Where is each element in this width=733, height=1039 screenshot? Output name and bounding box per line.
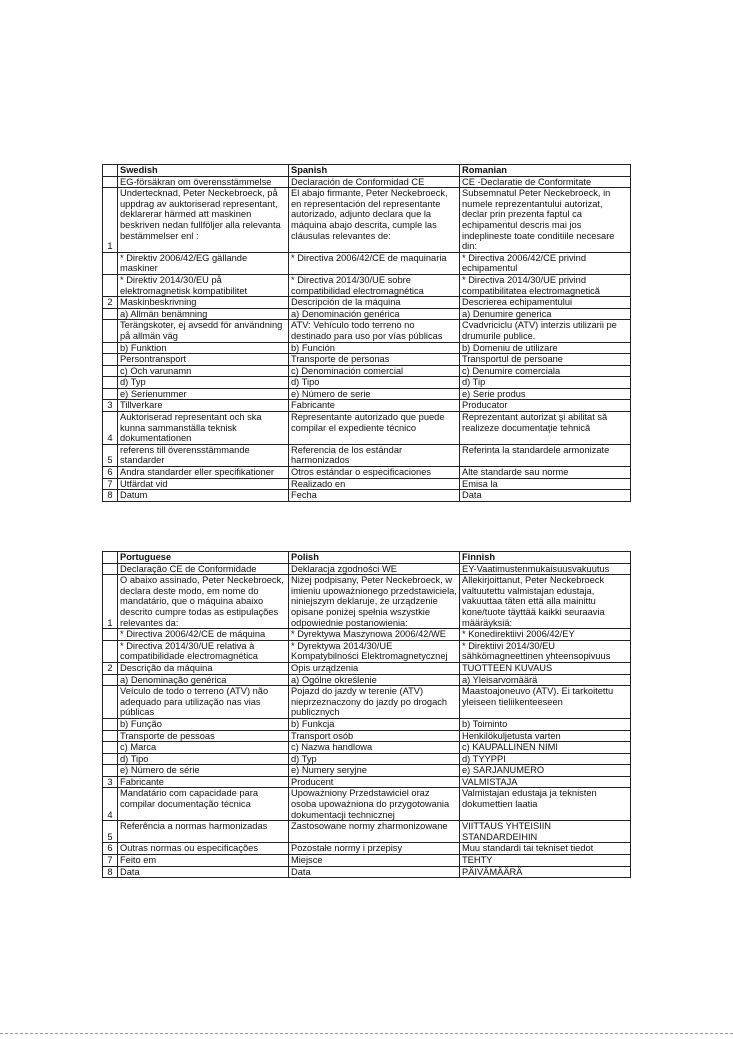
table-cell: Utfärdat vid — [118, 478, 289, 490]
table-cell: * Directiva 2014/30/UE relativa à compatibilidade electromagnética — [118, 640, 289, 662]
table-row — [103, 776, 631, 788]
row-number — [103, 388, 118, 400]
row-number: 8 — [103, 866, 118, 878]
row-number — [103, 563, 118, 575]
table-row — [103, 765, 631, 777]
row-number: 6 — [103, 843, 118, 855]
table-row — [103, 821, 631, 843]
table-cell: Allekirjoittanut, Peter Neckebroeck valtuutettu valmistajan edustaja, vakuuttaa täten että alla mainittu kone/tuote täyttää kaikki seuraavia määräyksiä: — [460, 575, 631, 629]
table-cell: EY-Vaatimustenmukaisuusvakuutus — [460, 563, 631, 575]
table-cell: Alte standarde sau norme — [460, 467, 631, 479]
language-header: Portuguese — [118, 552, 289, 564]
table-cell: e) Serie produs — [460, 388, 631, 400]
table-row — [103, 730, 631, 742]
table-cell: Outras normas ou especificações — [118, 843, 289, 855]
table-cell: Terängskoter, ej avsedd för användning på allmän väg — [118, 320, 289, 342]
row-number — [103, 742, 118, 754]
table-cell: Descrierea echipamentului — [460, 297, 631, 309]
table-cell: b) Funktion — [118, 342, 289, 354]
table-cell: e) Serienummer — [118, 388, 289, 400]
table-body — [103, 176, 631, 501]
table-cell: Fabricante — [289, 400, 460, 412]
language-header: Polish — [289, 552, 460, 564]
table-cell: ATV: Vehículo todo terreno no destinado para uso por vías públicas — [289, 320, 460, 342]
row-number — [103, 176, 118, 188]
table-row — [103, 176, 631, 188]
table-cell: * Direktiv 2006/42/EG gällande maskiner — [118, 252, 289, 274]
table-cell: e) Número de série — [118, 765, 289, 777]
table-cell: EG-försäkran om överensstämmelse — [118, 176, 289, 188]
table-cell: a) Yleisarvomäärä — [460, 674, 631, 686]
declaration-table-2 — [102, 551, 631, 878]
table-cell: Opis urządzenia — [289, 662, 460, 674]
row-number: 5 — [103, 444, 118, 466]
row-number — [103, 718, 118, 730]
table-row — [103, 662, 631, 674]
language-header: Romanian — [460, 165, 631, 177]
table-cell: b) Función — [289, 342, 460, 354]
table-cell: Reprezentant autorizat şi abilitat să realizeze documentaţie tehnică — [460, 412, 631, 445]
row-number — [103, 629, 118, 641]
row-number: 4 — [103, 788, 118, 821]
header-row — [103, 165, 631, 177]
language-header: Swedish — [118, 165, 289, 177]
table-cell: Valmistajan edustaja ja teknisten dokumettien laatia — [460, 788, 631, 821]
table-cell: Descripción de la máquina — [289, 297, 460, 309]
table-cell: b) Função — [118, 718, 289, 730]
header-row — [103, 552, 631, 564]
table-cell: Data — [118, 866, 289, 878]
table-row — [103, 188, 631, 253]
table-cell: Persontransport — [118, 354, 289, 366]
table-row — [103, 478, 631, 490]
table-cell: * Direktiivi 2014/30/EU sähkömagneettinen yhteensopivuus — [460, 640, 631, 662]
table-cell: d) Typ — [118, 377, 289, 389]
table-row — [103, 388, 631, 400]
table-cell: Veículo de todo o terreno (ATV) não adequado para utilização nas vias públicas — [118, 686, 289, 719]
table-cell: Zastosowane normy zharmonizowane — [289, 821, 460, 843]
table-cell: b) Domeniu de utilizare — [460, 342, 631, 354]
table-cell: El abajo firmante, Peter Neckebroeck, en representación del representante autorizado, adjunto declara que la máquina abajo descrita, cumple las cláusulas relevantes de: — [289, 188, 460, 253]
table-cell: * Direktiv 2014/30/EU på elektromagnetisk kompatibilitet — [118, 274, 289, 296]
table-row — [103, 686, 631, 719]
table-cell: Niżej podpisany, Peter Neckebroeck, w imieniu upoważnionego przedstawiciela, niniejszym deklaruje, że urządzenie opisane poniżej spełnia wszystkie odpowiednie postanowienia: — [289, 575, 460, 629]
language-header: Spanish — [289, 165, 460, 177]
table-cell: CE -Declaratie de Conformitate — [460, 176, 631, 188]
row-number: 2 — [103, 662, 118, 674]
row-number — [103, 377, 118, 389]
table-cell: e) Numery seryjne — [289, 765, 460, 777]
table-cell: Data — [289, 866, 460, 878]
table-row — [103, 742, 631, 754]
table-row — [103, 674, 631, 686]
table-cell: a) Ogólne określenie — [289, 674, 460, 686]
table-cell: * Konedirektiivi 2006/42/EY — [460, 629, 631, 641]
table-cell: * Directiva 2006/42/CE de máquina — [118, 629, 289, 641]
table-cell: TUOTTEEN KUVAUS — [460, 662, 631, 674]
table-cell: b) Toiminto — [460, 718, 631, 730]
table-row — [103, 753, 631, 765]
table-row — [103, 467, 631, 479]
table-cell: Transport osób — [289, 730, 460, 742]
table-cell: Referencia de los estándar harmonizados — [289, 444, 460, 466]
row-number: 7 — [103, 478, 118, 490]
table-row — [103, 718, 631, 730]
table-row — [103, 377, 631, 389]
table-cell: c) Nazwa handlowa — [289, 742, 460, 754]
table-cell: Henkilökuljetusta varten — [460, 730, 631, 742]
table-cell: * Directiva 2006/42/CE privind echipamentul — [460, 252, 631, 274]
table-cell: * Dyrektywa Maszynowa 2006/42/WE — [289, 629, 460, 641]
table-row — [103, 490, 631, 502]
header-number-cell — [103, 552, 118, 564]
table-cell: VIITTAUS YHTEISIIN STANDARDEIHIN — [460, 821, 631, 843]
table-cell: Fabricante — [118, 776, 289, 788]
table-row — [103, 866, 631, 878]
table-cell: c) KAUPALLINEN NIMI — [460, 742, 631, 754]
row-number — [103, 753, 118, 765]
table-cell: Fecha — [289, 490, 460, 502]
table-cell: * Directiva 2014/30/UE sobre compatibilidad electromagnética — [289, 274, 460, 296]
row-number — [103, 308, 118, 320]
table-cell: Tillverkare — [118, 400, 289, 412]
table-row — [103, 855, 631, 867]
table-cell: * Directiva 2006/42/CE de maquinaria — [289, 252, 460, 274]
table-cell: a) Denumire generica — [460, 308, 631, 320]
table-cell: Data — [460, 490, 631, 502]
table-row — [103, 563, 631, 575]
table-cell: Upoważniony Przedstawiciel oraz osoba upoważniona do przygotowania dokumentacji technicznej — [289, 788, 460, 821]
table-cell: Representante autorizado que puede compilar el expediente técnico — [289, 412, 460, 445]
table-cell: c) Denumire comerciala — [460, 365, 631, 377]
table-cell: Pozostałe normy i przepisy — [289, 843, 460, 855]
table-cell: c) Denominación comercial — [289, 365, 460, 377]
table-cell: referens till överensstämmande standarder — [118, 444, 289, 466]
table-cell: Andra standarder eller specifikationer — [118, 467, 289, 479]
table-cell: a) Allmän benämning — [118, 308, 289, 320]
table-row — [103, 788, 631, 821]
row-number: 4 — [103, 412, 118, 445]
table-row — [103, 629, 631, 641]
table-cell: c) Marca — [118, 742, 289, 754]
table-row — [103, 575, 631, 629]
table-row — [103, 320, 631, 342]
row-number: 1 — [103, 188, 118, 253]
table-row — [103, 354, 631, 366]
row-number: 7 — [103, 855, 118, 867]
table-cell: Deklaracja zgodności WE — [289, 563, 460, 575]
table-cell: Producator — [460, 400, 631, 412]
table-cell: Transportul de persoane — [460, 354, 631, 366]
table-cell: Producent — [289, 776, 460, 788]
table-cell: O abaixo assinado, Peter Neckebroeck, declara deste modo, em nome do mandatário, que o máquina abaixo descrito cumpre todas as estipulações relevantes da: — [118, 575, 289, 629]
table-cell: d) Typ — [289, 753, 460, 765]
table-cell: b) Funkcja — [289, 718, 460, 730]
row-number — [103, 365, 118, 377]
table-cell: Transporte de personas — [289, 354, 460, 366]
row-number: 5 — [103, 821, 118, 843]
table-cell: Cvadvriciclu (ATV) interzis utilizarii pe drumurile publice. — [460, 320, 631, 342]
table-cell: Mandatário com capacidade para compilar documentação técnica — [118, 788, 289, 821]
table-cell: a) Denominación genérica — [289, 308, 460, 320]
table-cell: Maastoajoneuvo (ATV). Ei tarkoitettu yleiseen tieliikenteeseen — [460, 686, 631, 719]
row-number — [103, 320, 118, 342]
table-row — [103, 365, 631, 377]
row-number: 6 — [103, 467, 118, 479]
table-cell: Realizado en — [289, 478, 460, 490]
table-cell: VALMISTAJA — [460, 776, 631, 788]
table-row — [103, 342, 631, 354]
table-row — [103, 640, 631, 662]
table-row — [103, 400, 631, 412]
row-number — [103, 354, 118, 366]
table-header — [103, 552, 631, 564]
header-number-cell — [103, 165, 118, 177]
row-number — [103, 342, 118, 354]
table-cell: Referinta la standardele armonizate — [460, 444, 631, 466]
row-number: 1 — [103, 575, 118, 629]
table-cell: Muu standardi tai tekniset tiedot — [460, 843, 631, 855]
table-cell: * Dyrektywa 2014/30/UE Kompatybilności Elektromagnetycznej — [289, 640, 460, 662]
table-cell: Otros estándar o especificaciones — [289, 467, 460, 479]
table-cell: PÄIVÄMÄÄRÄ — [460, 866, 631, 878]
table-cell: Pojazd do jazdy w terenie (ATV) nieprzeznaczony do jazdy po drogach publicznych — [289, 686, 460, 719]
table-cell: d) Tipo — [289, 377, 460, 389]
table-cell: Maskinbeskrivning — [118, 297, 289, 309]
table-row — [103, 274, 631, 296]
table-cell: Datum — [118, 490, 289, 502]
table-cell: d) Tip — [460, 377, 631, 389]
table-cell: Feito em — [118, 855, 289, 867]
table-cell: d) Tipo — [118, 753, 289, 765]
table-body — [103, 563, 631, 878]
table-row — [103, 444, 631, 466]
table-cell: Subsemnatul Peter Neckebroeck, in numele reprezentantului autorizat, declar prin prezenta faptul ca echipamentul descris mai jos indeplineste toate conditiile necesare din: — [460, 188, 631, 253]
page-bottom-rule — [0, 1033, 733, 1034]
row-number: 3 — [103, 776, 118, 788]
row-number: 8 — [103, 490, 118, 502]
table-cell: e) SARJANUMERO — [460, 765, 631, 777]
table-cell: Transporte de pessoas — [118, 730, 289, 742]
table-row — [103, 308, 631, 320]
table-row — [103, 843, 631, 855]
table-header — [103, 165, 631, 177]
row-number — [103, 765, 118, 777]
table-cell: TEHTY — [460, 855, 631, 867]
row-number — [103, 252, 118, 274]
table-cell: Undertecknad, Peter Neckebroeck, på uppdrag av auktoriserad representant, deklarerar härmed att maskinen beskriven nedan fullföljer alla relevanta bestämmelser enl : — [118, 188, 289, 253]
table-cell: e) Número de serie — [289, 388, 460, 400]
table-row — [103, 252, 631, 274]
row-number — [103, 730, 118, 742]
table-cell: Auktoriserad representant och ska kunna sammanställa teknisk dokumentationen — [118, 412, 289, 445]
table-cell: * Directiva 2014/30/UE privind compatibilitatea electromagnetică — [460, 274, 631, 296]
table-row — [103, 412, 631, 445]
language-header: Finnish — [460, 552, 631, 564]
table-cell: Declaración de Conformidad CE — [289, 176, 460, 188]
table-cell: Miejsce — [289, 855, 460, 867]
row-number — [103, 640, 118, 662]
table-row — [103, 297, 631, 309]
row-number — [103, 686, 118, 719]
table-cell: d) TYYPPI — [460, 753, 631, 765]
row-number — [103, 274, 118, 296]
table-cell: Emisa la — [460, 478, 631, 490]
table-cell: Referência a normas harmonizadas — [118, 821, 289, 843]
table-cell: a) Denominação genérica — [118, 674, 289, 686]
row-number: 2 — [103, 297, 118, 309]
table-cell: Descrição da máquina — [118, 662, 289, 674]
table-cell: c) Och varunamn — [118, 365, 289, 377]
row-number — [103, 674, 118, 686]
declaration-table-1 — [102, 164, 631, 502]
row-number: 3 — [103, 400, 118, 412]
table-cell: Declaração CE de Conformidade — [118, 563, 289, 575]
